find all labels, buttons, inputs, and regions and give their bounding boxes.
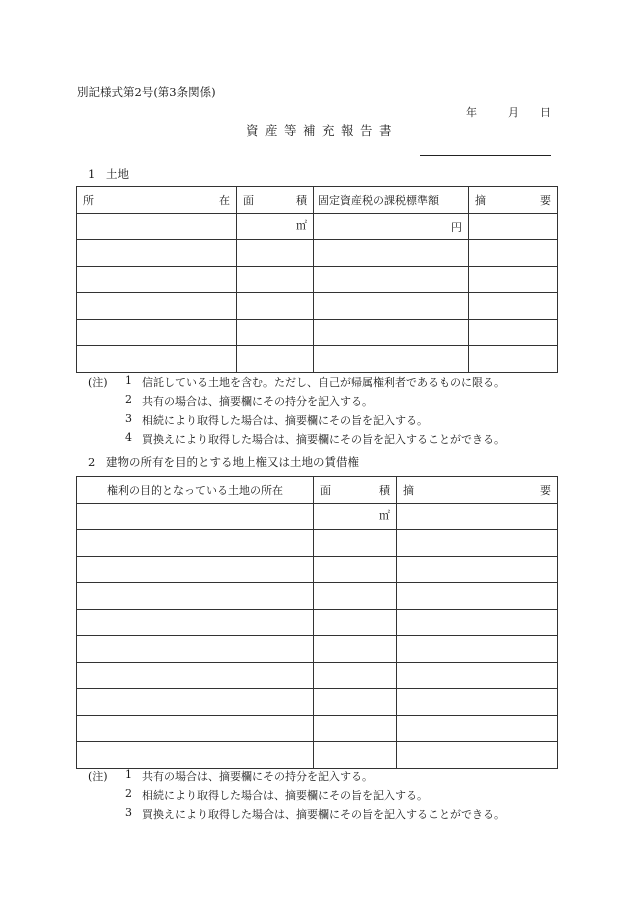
header-remarks-a: 摘 <box>403 484 414 497</box>
table-row <box>77 557 558 583</box>
header-location-b: 在 <box>219 194 230 207</box>
cell-location[interactable] <box>77 320 237 346</box>
notes-label: (注) <box>88 376 108 389</box>
note-number: 1 <box>125 768 132 781</box>
note-text: 共有の場合は、摘要欄にその持分を記入する。 <box>142 395 373 408</box>
note-text: 相続により取得した場合は、摘要欄にその旨を記入する。 <box>142 789 428 802</box>
date-month-label: 月 <box>508 106 519 119</box>
cell-remarks[interactable] <box>397 504 558 530</box>
cell-area[interactable] <box>237 240 314 267</box>
cell-location[interactable] <box>77 583 314 610</box>
table-row <box>77 214 558 240</box>
land-table <box>76 186 558 373</box>
notes-label: (注) <box>88 770 108 783</box>
table-row <box>77 267 558 293</box>
unit-sqm: ㎡ <box>379 509 390 522</box>
header-tax-standard <box>314 187 469 214</box>
cell-remarks[interactable] <box>397 663 558 689</box>
header-remarks <box>469 187 558 214</box>
unit-sqm: ㎡ <box>296 219 307 232</box>
cell-location[interactable] <box>77 214 237 240</box>
cell-area[interactable] <box>314 610 397 636</box>
cell-tax[interactable] <box>314 240 469 267</box>
note-number: 2 <box>125 393 132 406</box>
cell-area[interactable] <box>314 663 397 689</box>
header-area <box>314 477 397 504</box>
header-area-b: 積 <box>379 484 390 497</box>
page-title: 資産等補充報告書 <box>246 123 399 138</box>
header-area-a: 面 <box>320 484 331 497</box>
header-area-b: 積 <box>296 194 307 207</box>
table-row <box>77 530 558 557</box>
cell-tax[interactable] <box>314 346 469 373</box>
note-number: 3 <box>125 806 132 819</box>
cell-remarks[interactable] <box>397 610 558 636</box>
leasehold-table <box>76 476 558 769</box>
table-row <box>77 716 558 742</box>
header-remarks-a: 摘 <box>475 194 486 207</box>
cell-location[interactable] <box>77 716 314 742</box>
table-row <box>77 663 558 689</box>
cell-location[interactable] <box>77 689 314 716</box>
table-row <box>77 742 558 769</box>
table-row <box>77 636 558 663</box>
section2-title: 建物の所有を目的とする地上権又は土地の賃借権 <box>106 455 359 469</box>
cell-area[interactable] <box>237 267 314 293</box>
cell-area[interactable] <box>237 293 314 320</box>
header-location <box>77 187 237 214</box>
cell-remarks[interactable] <box>397 530 558 557</box>
cell-location[interactable] <box>77 557 314 583</box>
table-row <box>77 583 558 610</box>
section1-title: 土地 <box>106 167 129 181</box>
land-table-header <box>77 187 558 214</box>
header-right-location-label: 権利の目的となっている土地の所在 <box>107 484 283 497</box>
section1-number: 1 <box>88 167 96 181</box>
date-year-label: 年 <box>466 106 477 119</box>
cell-location[interactable] <box>77 742 314 769</box>
section1-heading <box>88 166 129 182</box>
cell-remarks[interactable] <box>469 293 558 320</box>
header-area <box>237 187 314 214</box>
cell-remarks[interactable] <box>397 689 558 716</box>
note-text: 買換えにより取得した場合は、摘要欄にその旨を記入することができる。 <box>142 433 505 446</box>
cell-remarks[interactable] <box>469 240 558 267</box>
table-row <box>77 320 558 346</box>
note-text: 相続により取得した場合は、摘要欄にその旨を記入する。 <box>142 414 428 427</box>
header-area-a: 面 <box>243 194 254 207</box>
table-row <box>77 346 558 373</box>
cell-location[interactable] <box>77 610 314 636</box>
cell-remarks[interactable] <box>469 267 558 293</box>
section2-number: 2 <box>88 455 96 469</box>
date-day-label: 日 <box>540 106 551 119</box>
note-number: 1 <box>125 374 132 387</box>
note-text: 共有の場合は、摘要欄にその持分を記入する。 <box>142 770 373 783</box>
note-number: 3 <box>125 412 132 425</box>
table-row <box>77 293 558 320</box>
cell-area[interactable] <box>314 530 397 557</box>
cell-area[interactable] <box>314 636 397 663</box>
cell-tax[interactable] <box>314 267 469 293</box>
cell-location[interactable] <box>77 240 237 267</box>
form-number: 別記様式第2号(第3条関係) <box>77 85 216 99</box>
cell-remarks[interactable] <box>397 716 558 742</box>
cell-area[interactable] <box>314 583 397 610</box>
cell-location[interactable] <box>77 293 237 320</box>
section2-heading <box>88 454 359 470</box>
cell-area[interactable] <box>314 504 397 530</box>
cell-tax[interactable] <box>314 293 469 320</box>
table-row <box>77 240 558 267</box>
leasehold-table-header <box>77 477 558 504</box>
table-row <box>77 689 558 716</box>
cell-location[interactable] <box>77 663 314 689</box>
cell-location[interactable] <box>77 504 314 530</box>
header-remarks-b: 要 <box>540 194 551 207</box>
cell-remarks[interactable] <box>397 742 558 769</box>
table-row <box>77 610 558 636</box>
note-number: 2 <box>125 787 132 800</box>
note-number: 4 <box>125 431 132 444</box>
note-text: 買換えにより取得した場合は、摘要欄にその旨を記入することができる。 <box>142 808 505 821</box>
cell-tax[interactable] <box>314 214 469 240</box>
cell-location[interactable] <box>77 267 237 293</box>
header-location-a: 所 <box>83 194 94 207</box>
cell-area[interactable] <box>237 214 314 240</box>
cell-location[interactable] <box>77 636 314 663</box>
cell-remarks[interactable] <box>469 346 558 373</box>
cell-remarks[interactable] <box>397 636 558 663</box>
cell-area[interactable] <box>314 689 397 716</box>
cell-area[interactable] <box>314 716 397 742</box>
cell-remarks[interactable] <box>397 583 558 610</box>
note-text: 信託している土地を含む。ただし、自己が帰属権利者であるものに限る。 <box>142 376 505 389</box>
signature-line[interactable] <box>420 155 551 156</box>
cell-tax[interactable] <box>314 320 469 346</box>
cell-area[interactable] <box>237 346 314 373</box>
header-right-location <box>77 477 314 504</box>
table-row <box>77 504 558 530</box>
cell-area[interactable] <box>314 557 397 583</box>
cell-location[interactable] <box>77 346 237 373</box>
cell-remarks[interactable] <box>397 557 558 583</box>
cell-remarks[interactable] <box>469 214 558 240</box>
header-tax-standard-label: 固定資産税の課税標準額 <box>318 194 439 207</box>
unit-yen: 円 <box>451 220 462 234</box>
cell-remarks[interactable] <box>469 320 558 346</box>
cell-area[interactable] <box>314 742 397 769</box>
header-remarks <box>397 477 558 504</box>
header-remarks-b: 要 <box>540 484 551 497</box>
cell-area[interactable] <box>237 320 314 346</box>
cell-location[interactable] <box>77 530 314 557</box>
